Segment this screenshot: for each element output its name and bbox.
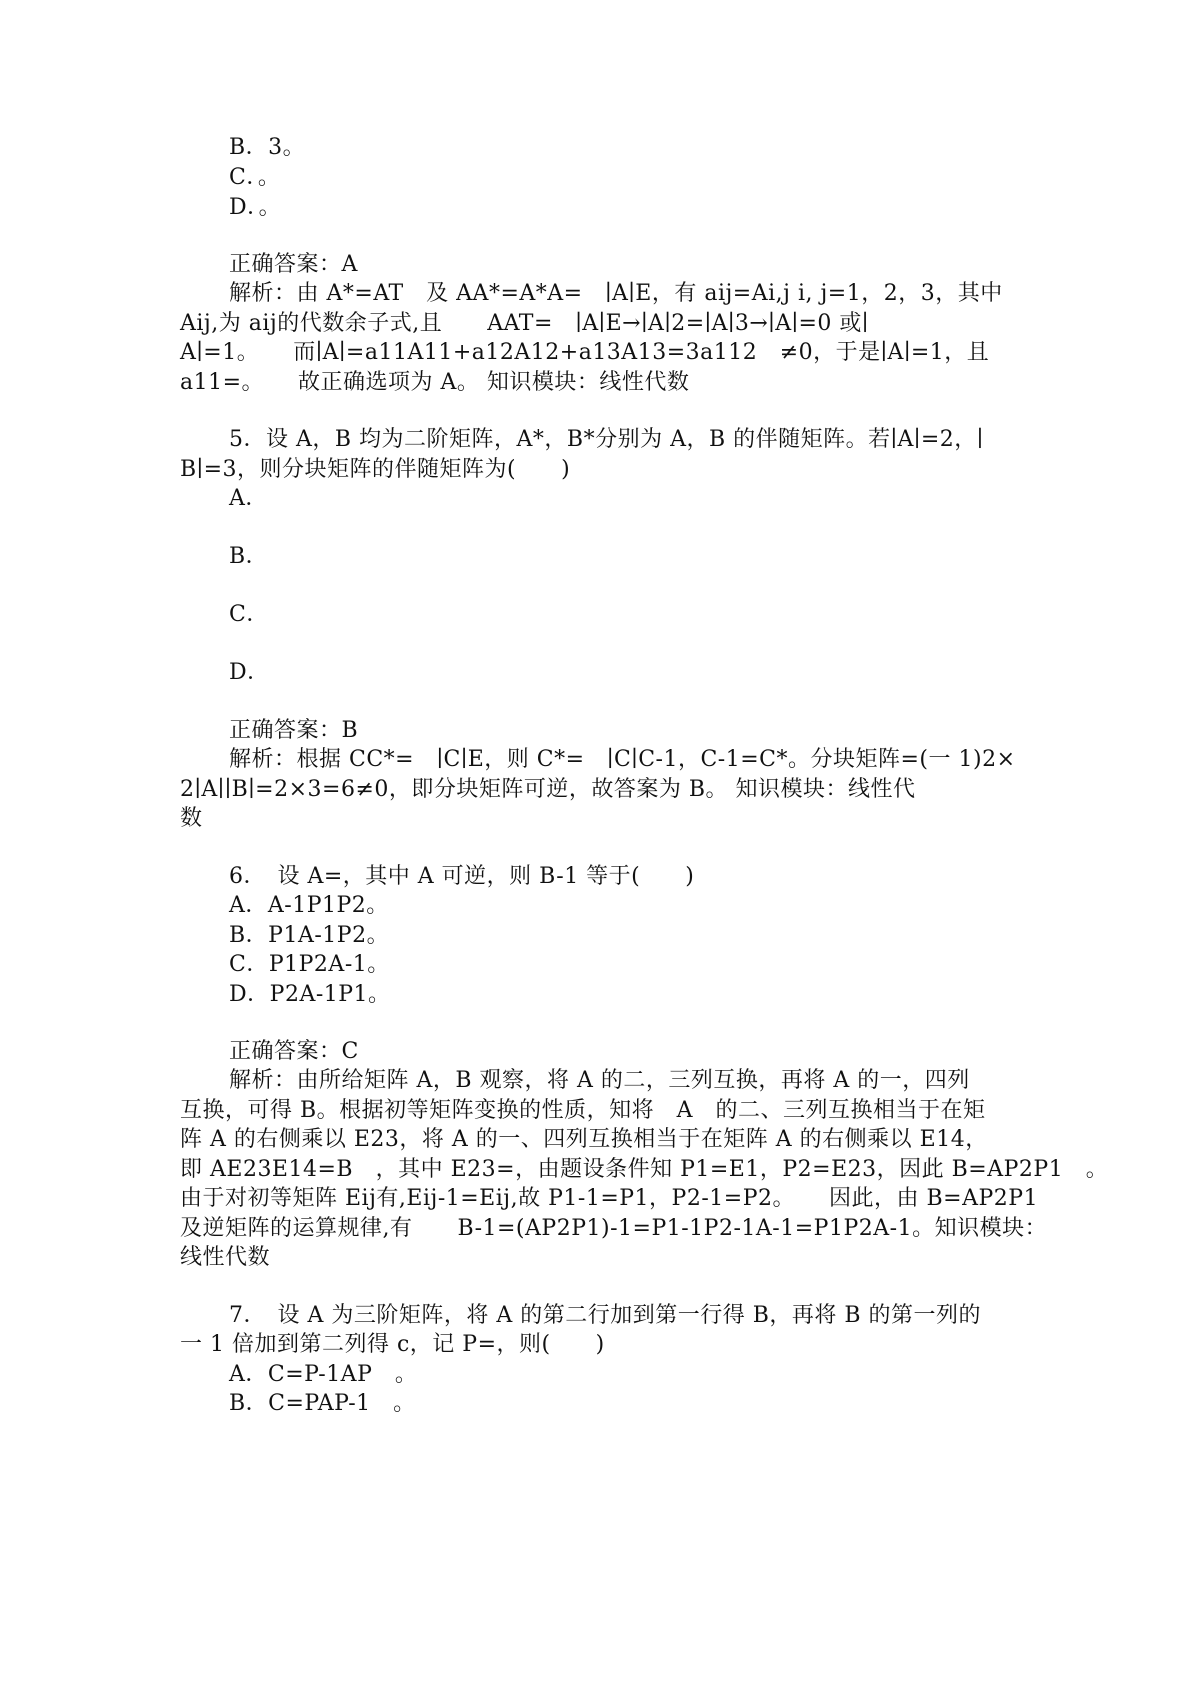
q6-option-c: C．P1P2A-1。	[229, 952, 390, 977]
q6-analysis-line: 即 AE23E14=B ，其中 E23=，由题设条件知 P1=E1，P2=E23，因此 B=AP2P1 。	[180, 1157, 1109, 1182]
q4-analysis-line: A∣=1。 而∣A∣=a11A11+a12A12+a13A13=3a112 ≠0，于是∣A∣=1，且	[180, 340, 990, 365]
q6-stem: 6． 设 A=，其中 A 可逆，则 B-1 等于( )	[229, 864, 695, 889]
q6-analysis-line: 解析：由所给矩阵 A，B 观察，将 A 的二，三列互换，再将 A 的一，四列	[229, 1068, 970, 1093]
q6-option-a: A．A-1P1P2。	[229, 893, 389, 918]
q5-stem-line: B∣=3，则分块矩阵的伴随矩阵为( )	[180, 457, 571, 482]
q4-option-b: B．3。	[229, 135, 306, 160]
q6-analysis-line: 互换，可得 B。根据初等矩阵变换的性质，知将 A 的二、三列互换相当于在矩	[180, 1098, 986, 1123]
q6-option-d: D．P2A-1P1。	[229, 982, 391, 1007]
q7-stem-line: 7． 设 A 为三阶矩阵，将 A 的第二行加到第一行得 B，再将 B 的第一列的	[229, 1303, 982, 1328]
q5-option-d: D．	[229, 660, 270, 685]
q7-option-b: B．C=PAP-1 。	[229, 1391, 416, 1416]
q5-analysis-line: 数	[180, 806, 203, 831]
q5-option-a: A．	[229, 486, 268, 511]
q5-answer: 正确答案：B	[229, 718, 359, 743]
q6-analysis-line: 及逆矩阵的运算规律,有 B-1=(AP2P1)-1=P1-1P2-1A-1=P1P2A-1。知识模块：	[180, 1216, 1048, 1241]
q7-stem-line: 一 1 倍加到第二列得 c，记 P=，则( )	[180, 1332, 605, 1357]
q4-analysis-line: a11=。 故正确选项为 A。 知识模块：线性代数	[180, 370, 690, 395]
q4-analysis-line: Aij,为 aij的代数余子式,且 AAT= ∣A∣E→∣A∣2=∣A∣3→∣A∣=0 或∣	[180, 311, 869, 336]
q5-option-c: C．	[229, 602, 269, 627]
q4-option-c: C．。	[229, 165, 281, 190]
q6-analysis-line: 阵 A 的右侧乘以 E23，将 A 的一、四列互换相当于在矩阵 A 的右侧乘以 E14，	[180, 1127, 988, 1152]
q7-option-a: A．C=P-1AP 。	[229, 1362, 418, 1387]
q5-analysis-line: 2∣A∣∣B∣=2×3=6≠0，即分块矩阵可逆，故答案为 B。 知识模块：线性代	[180, 777, 916, 802]
q4-answer: 正确答案：A	[229, 252, 358, 277]
q4-analysis-line: 解析：由 A*=AT 及 AA*=A*A= ∣A∣E，有 aij=Ai,j i, j=1，2，3，其中	[229, 281, 1003, 306]
q5-analysis-line: 解析：根据 CC*= ∣C∣E，则 C*= ∣C∣C-1，C-1=C*。分块矩阵=(一 1)2×	[229, 747, 1016, 772]
q5-option-b: B．	[229, 544, 269, 569]
q5-stem-line: 5．设 A，B 均为二阶矩阵，A*，B*分别为 A，B 的伴随矩阵。若∣A∣=2，∣	[229, 427, 984, 452]
q6-option-b: B．P1A-1P2。	[229, 923, 390, 948]
q6-answer: 正确答案：C	[229, 1039, 359, 1064]
q6-analysis-line: 线性代数	[180, 1245, 271, 1270]
q4-option-d: D．。	[229, 195, 282, 220]
q6-analysis-line: 由于对初等矩阵 Eij有,Eij-1=Eij,故 P1-1=P1，P2-1=P2。 因此，由 B=AP2P1	[180, 1186, 1039, 1211]
